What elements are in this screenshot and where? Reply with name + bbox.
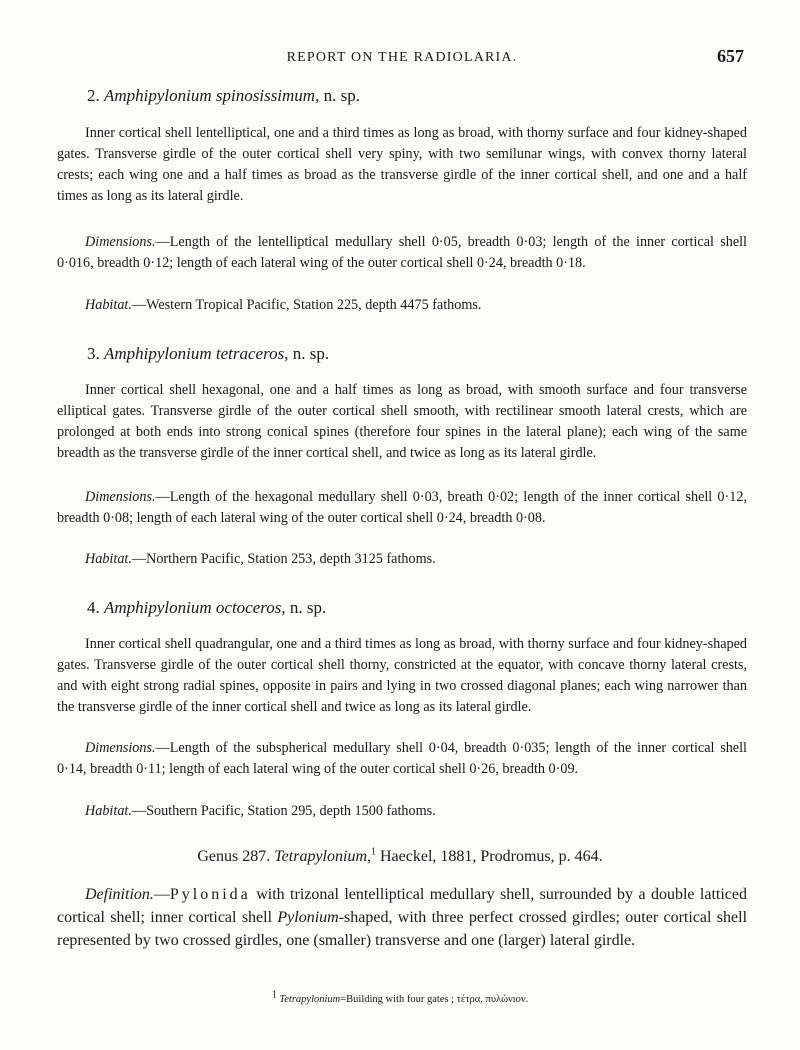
habitat-text: —Southern Pacific, Station 295, depth 1500 fathoms.: [131, 803, 436, 819]
species-dimensions: [57, 232, 747, 274]
dimensions-label: Dimensions.: [85, 234, 156, 250]
species-heading: [87, 86, 360, 106]
habitat-text: —Northern Pacific, Station 253, depth 3125 fathoms.: [131, 551, 436, 567]
species-number: 2.: [87, 86, 100, 105]
species-dimensions: [57, 487, 747, 529]
species-description: Inner cortical shell quadrangular, one and a third times as long as broad, with thorny surface and four kidney-shaped gates. Transverse girdle of the outer cortical shell thorny, constricted at the equator, with concave thorny lateral crests, and with eight strong radial spines, opposite in pairs and lying in two crossed diagonal planes; each wing narrower than the transverse girdle of the inner cortical shell and twice as long as its lateral girdle.: [57, 636, 747, 715]
dimensions-text: —Length of the lentelliptical medullary shell 0·05, breadth 0·03; length of the inner cortical shell 0·016, breadth 0·12; length of each lateral wing of the outer cortical shell 0·24, breadth 0·18.: [57, 234, 747, 271]
footnote-mark: 1: [271, 989, 277, 1001]
footnote-word: Tetrapylonium: [279, 994, 341, 1005]
definition-italic-word: Pylonium: [277, 909, 339, 926]
footnote-text: =Building with four gates ; τέτρα, πυλώνιον.: [340, 994, 529, 1005]
species-habitat: [57, 549, 747, 570]
dimensions-label: Dimensions.: [85, 740, 156, 756]
running-title: REPORT ON THE RADIOLARIA.: [286, 50, 518, 65]
footnote: [0, 989, 800, 1005]
species-dimensions: [57, 738, 747, 780]
genus-heading: [0, 848, 800, 866]
dimensions-label: Dimensions.: [85, 489, 156, 505]
habitat-label: Habitat.: [85, 803, 132, 819]
species-heading: [87, 598, 326, 618]
species-habitat: [57, 295, 747, 316]
dimensions-text: —Length of the subspherical medullary shell 0·04, breadth 0·035; length of the inner cortical shell 0·14, breadth 0·11; length of each lateral wing of the outer cortical shell 0·26, breadth 0·09.: [57, 740, 747, 777]
species-suffix: n. sp.: [323, 86, 360, 105]
species-suffix: n. sp.: [289, 598, 327, 617]
species-description: Inner cortical shell hexagonal, one and a half times as long as broad, with smooth surface and four transverse elliptical gates. Transverse girdle of the outer cortical shell smooth, with rectilinear smooth lateral crests, which are prolonged at both ends into strong conical spines (therefore four spines in the lateral plane); each wing of the same breadth as the transverse girdle of the inner cortical shell, and twice as long as its lateral girdle.: [57, 382, 747, 461]
definition-dash: —: [153, 886, 170, 903]
genus-prefix: Genus 287.: [197, 848, 271, 865]
footnote-reference: 1: [371, 846, 376, 858]
genus-definition: [57, 883, 747, 952]
running-head: [60, 44, 744, 72]
species-heading: [87, 344, 329, 364]
page-number: 657: [717, 46, 744, 66]
dimensions-text: —Length of the hexagonal medullary shell 0·03, breath 0·02; length of the inner cortical shell 0·12, breadth 0·08; length of each lateral wing of the outer cortical shell 0·24, breadth 0·08.: [57, 489, 747, 526]
definition-text-a: with trizonal lentelliptical medullary shell, surrounded by a double latticed cortical shell; inner cortical shell: [57, 886, 748, 926]
species-name: Amphipylonium tetraceros,: [104, 344, 289, 363]
definition-family: Pylonida: [169, 886, 251, 903]
species-habitat: [57, 801, 747, 822]
habitat-label: Habitat.: [85, 551, 132, 567]
species-number: 3.: [87, 344, 100, 363]
definition-text-b: -shaped, with three perfect crossed girdles; outer cortical shell represented by two crossed girdles, one (smaller) transverse and one (larger) lateral girdle.: [57, 909, 748, 949]
species-description: Inner cortical shell lentelliptical, one and a third times as long as broad, with thorny surface and four kidney-shaped gates. Transverse girdle of the outer cortical shell very spiny, with two semilunar wings, with convex thorny lateral crests; each wing one and a half times as broad as the transverse girdle of the inner cortical shell, and one and a half times as long as its lateral girdle.: [57, 125, 747, 204]
habitat-text: —Western Tropical Pacific, Station 225, depth 4475 fathoms.: [131, 297, 482, 313]
genus-name: Tetrapylonium,: [274, 848, 371, 865]
habitat-label: Habitat.: [85, 297, 132, 313]
species-suffix: n. sp.: [292, 344, 330, 363]
genus-authority: Haeckel, 1881, Prodromus, p. 464.: [380, 848, 603, 865]
species-name: Amphipylonium octoceros,: [104, 598, 286, 617]
definition-label: Definition.: [85, 886, 154, 903]
species-name: Amphipylonium spinosissimum,: [104, 86, 320, 105]
species-number: 4.: [87, 598, 100, 617]
